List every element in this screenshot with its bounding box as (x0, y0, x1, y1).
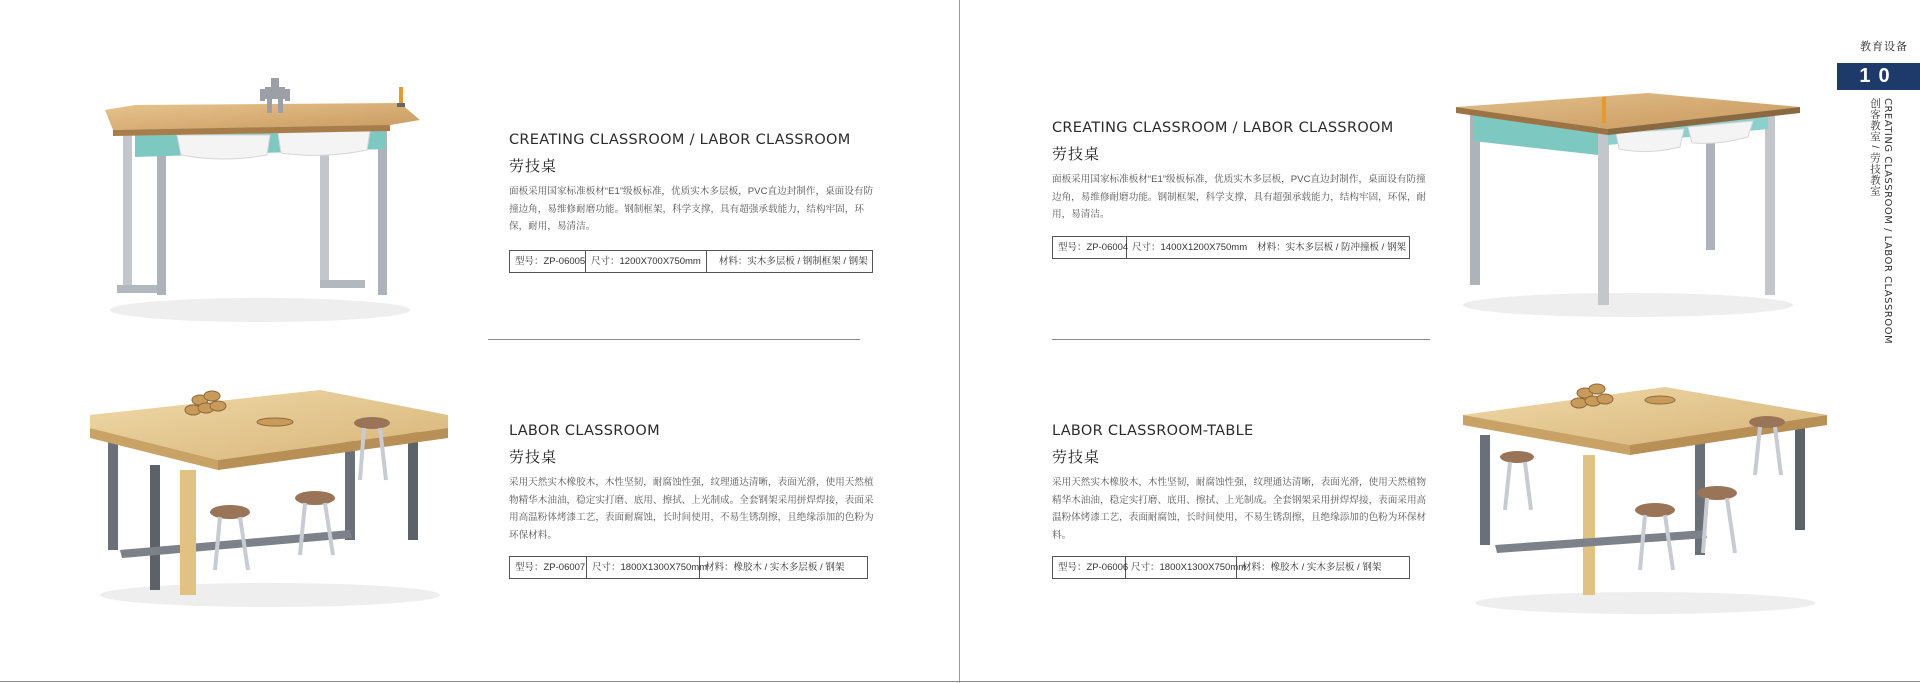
spec-material: 材料：实木多层板 / 防冲撞板 / 钢架 (1257, 241, 1406, 253)
product-title-cn: 劳技桌 (1052, 449, 1101, 466)
page-number-badge: 10 (1837, 63, 1920, 90)
spec-table (1052, 556, 1410, 579)
spec-size: 尺寸：1200X700X750mm (586, 251, 707, 272)
section-divider (1052, 339, 1430, 340)
product-title-en: CREATING CLASSROOM / LABOR CLASSROOM (1052, 120, 1394, 136)
product-description: 面板采用国家标准板材“E1”级板标准，优质实木多层板，PVC直边封制作，桌面设有防撞边角，易维修耐磨功能。钢制框架，科学支撑，具有超强承载能力，结构牢固，环保，耐用，易清洁。 (509, 186, 874, 232)
product-title-cn: 劳技桌 (509, 158, 558, 175)
spec-model: 型号：ZP-06007 (510, 557, 587, 578)
spec-table (509, 556, 868, 579)
section-title-en-vertical: CREATING CLASSROOM / LABOR CLASSROOM (1882, 98, 1893, 345)
product-title-en: CREATING CLASSROOM / LABOR CLASSROOM (509, 132, 851, 148)
product-info-zp-06004 (1052, 120, 1427, 259)
spec-table (1052, 236, 1410, 259)
product-description: 采用天然实木橡胶木，木性坚韧，耐腐蚀性强，纹理通达清晰，表面光滑，使用天然植物精华木油油，稳定实打磨、底用、擦拭、上光制成。全套钢架采用拼焊焊接，表面采用高温粉体烤漆工艺，表面耐腐蚀，长时间使用，不易生锈刮擦，且绝缘添加的色粉为环保材料。 (1052, 477, 1427, 541)
product-title-cn: 劳技桌 (509, 449, 558, 466)
category-label: 教育设备 (1860, 41, 1908, 53)
product-photo-zp-06005 (95, 65, 425, 330)
product-photo-zp-06006 (1455, 375, 1830, 615)
spec-model: 型号：ZP-06004 (1053, 237, 1127, 258)
bottom-border (0, 681, 1920, 682)
spec-material: 材料：橡胶木 / 实木多层板 / 钢架 (705, 562, 845, 573)
product-info-zp-06006 (1052, 423, 1427, 579)
product-title-en: LABOR CLASSROOM (509, 423, 660, 439)
product-title-en: LABOR CLASSROOM-TABLE (1052, 423, 1254, 439)
spec-model: 型号：ZP-06005 (510, 251, 586, 272)
spec-size: 尺寸：1800X1300X750mm (1126, 557, 1237, 578)
spec-material: 材料：实木多层板 / 钢制框架 / 钢架 (718, 255, 868, 267)
spec-table (509, 250, 873, 273)
spec-size: 尺寸：1400X1200X750mm (1132, 241, 1248, 253)
product-description: 采用天然实木橡胶木，木性坚韧，耐腐蚀性强，纹理通达清晰，表面光滑，使用天然植物精华木油油，稳定实打磨、底用、擦拭、上光制成。全套钢架采用拼焊焊接，表面采用高温粉体烤漆工艺，表面耐腐蚀，长时间使用，不易生锈刮擦，且绝缘添加的色粉为环保材料。 (509, 477, 874, 541)
spec-size: 尺寸：1800X1300X750mm (587, 557, 700, 578)
product-description: 面板采用国家标准板材“E1”级板标准，优质实木多层板，PVC直边封制作，桌面设有防撞边角，易维修耐磨功能。钢制框架，科学支撑，具有超强承载能力，结构牢固，环保，耐用，易清洁。 (1052, 174, 1427, 220)
section-title-cn-vertical: 创客教室 / 劳技教室 (1869, 98, 1881, 197)
page-spine (959, 0, 960, 683)
product-photo-zp-06004 (1448, 85, 1803, 325)
spec-material: 材料：橡胶木 / 实木多层板 / 钢架 (1242, 562, 1382, 573)
product-title-cn: 劳技桌 (1052, 146, 1101, 163)
product-info-zp-06005 (509, 132, 874, 273)
product-photo-zp-06007 (90, 370, 450, 610)
section-divider (488, 339, 860, 340)
product-info-zp-06007 (509, 423, 874, 579)
spec-model: 型号：ZP-06006 (1053, 557, 1126, 578)
